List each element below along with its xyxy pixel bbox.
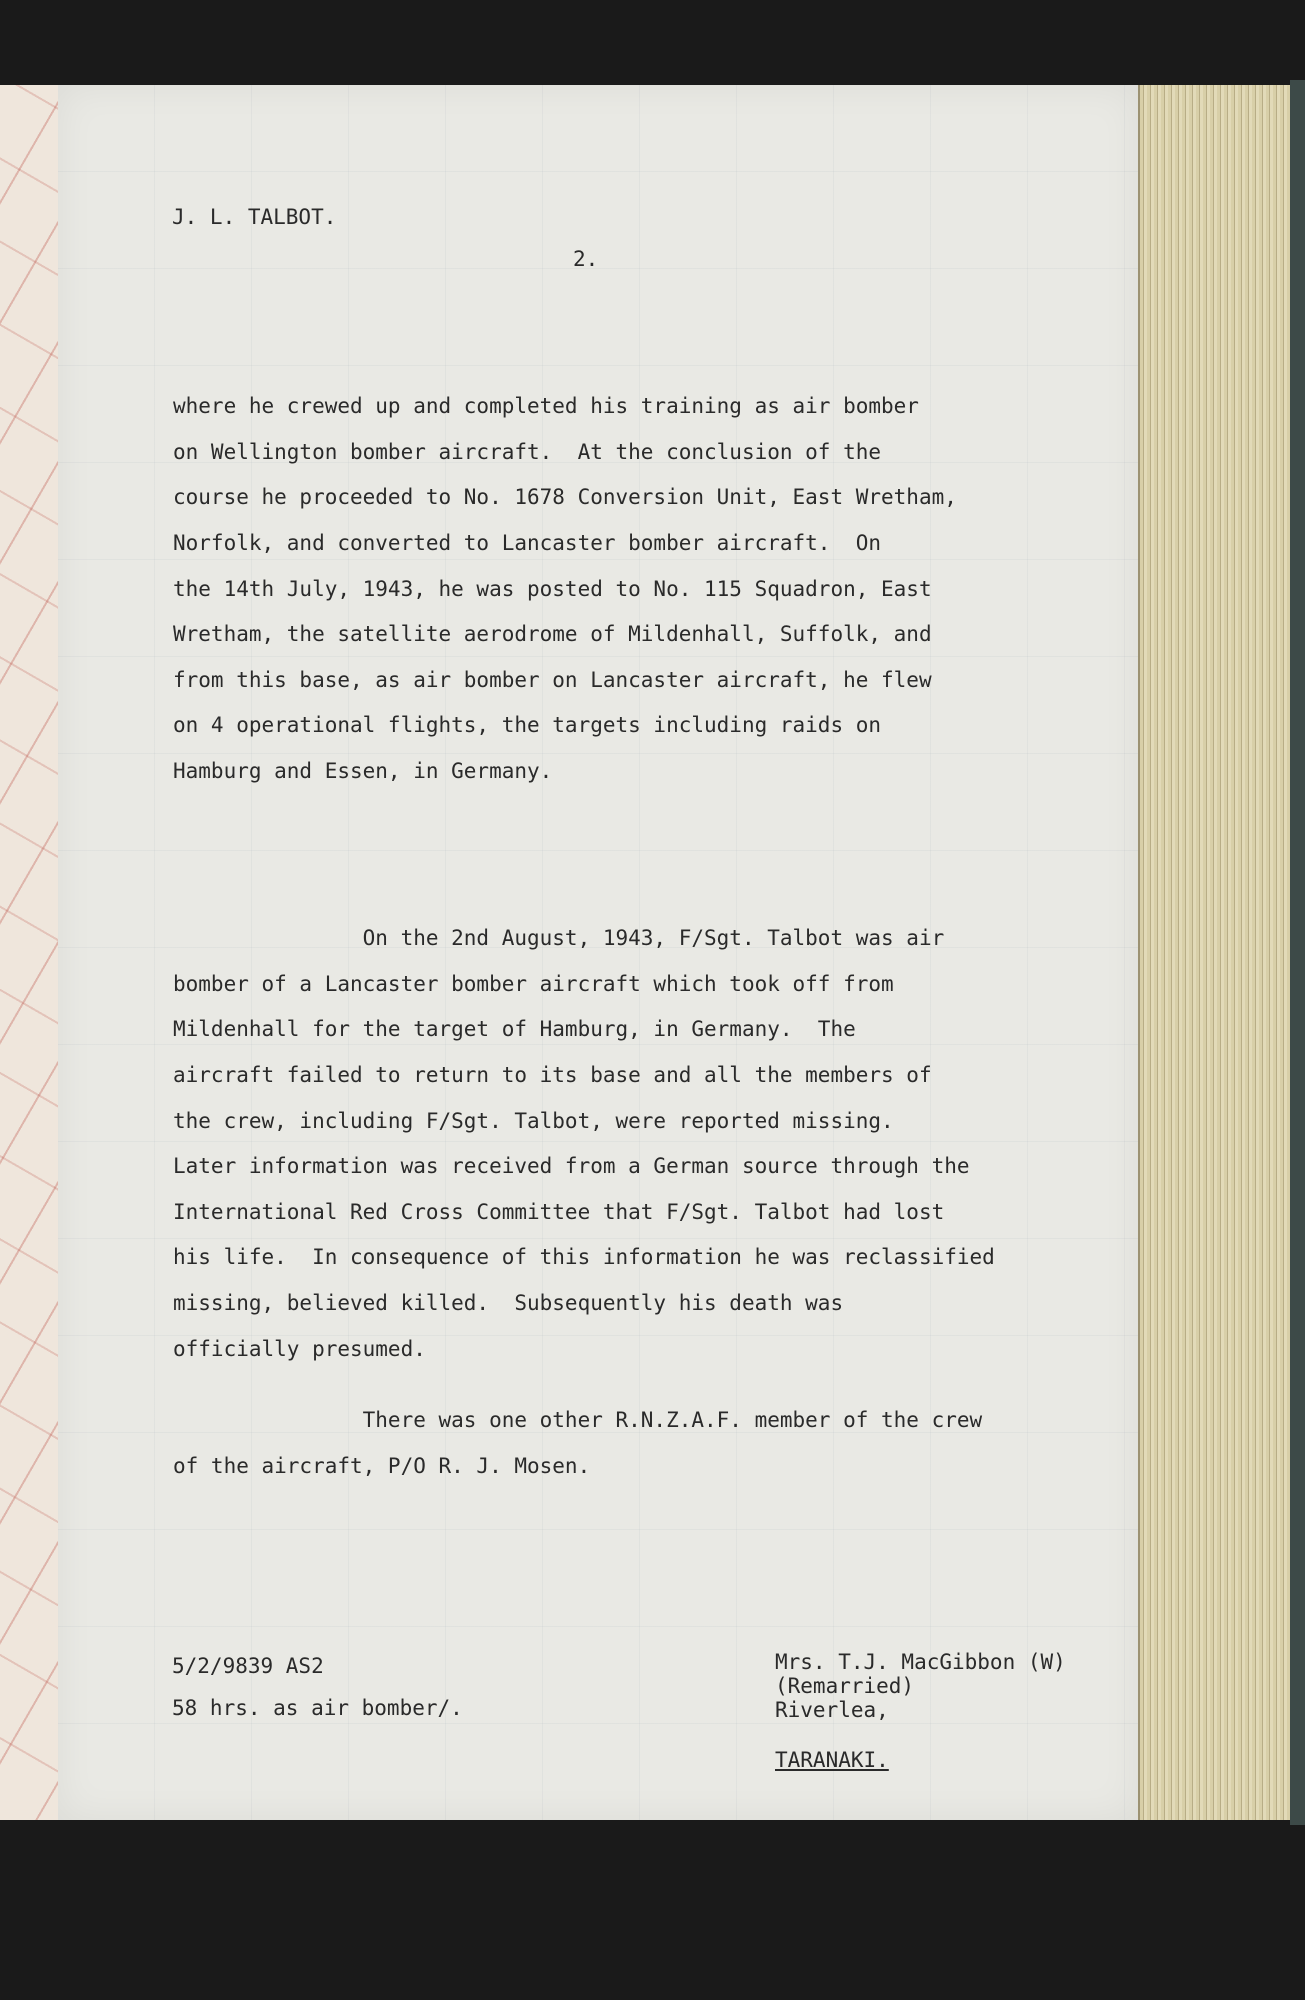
address-region: TARANAKI. bbox=[775, 1748, 889, 1772]
text-line: where he crewed up and completed his training as air bomber bbox=[173, 394, 919, 419]
text-line: missing, believed killed. Subsequently his death was bbox=[173, 1290, 844, 1315]
paragraph-training bbox=[173, 293, 957, 886]
book-cover-edge bbox=[1290, 80, 1305, 1825]
text-line: aircraft failed to return to its base and all the members of bbox=[173, 1062, 932, 1087]
next-of-kin-address bbox=[775, 1650, 1066, 1772]
text-line: Norfolk, and converted to Lancaster bomber aircraft. On bbox=[173, 530, 882, 555]
text-line: Hamburg and Essen, in Germany. bbox=[173, 758, 553, 783]
text-line: Wretham, the satellite aerodrome of Mildenhall, Suffolk, and bbox=[173, 622, 932, 647]
text-line: the crew, including F/Sgt. Talbot, were reported missing. bbox=[173, 1108, 894, 1133]
text-line: officially presumed. bbox=[173, 1336, 426, 1361]
text-line: bomber of a Lancaster bomber aircraft which took off from bbox=[173, 971, 894, 996]
text-line: Later information was received from a German source through the bbox=[173, 1154, 970, 1179]
header-name: J. L. TALBOT. bbox=[172, 205, 337, 229]
text-line: course he proceeded to No. 1678 Conversion Unit, East Wretham, bbox=[173, 485, 957, 510]
left-facing-page bbox=[0, 85, 61, 1820]
text-line: from this base, as air bomber on Lancaster aircraft, he flew bbox=[173, 667, 932, 692]
address-line: Mrs. T.J. MacGibbon (W) bbox=[775, 1650, 1066, 1674]
text-line: On the 2nd August, 1943, F/Sgt. Talbot was air bbox=[173, 926, 945, 951]
book-page-edges bbox=[1138, 85, 1292, 1820]
page-number: 2. bbox=[573, 247, 599, 271]
document-page bbox=[58, 85, 1138, 1820]
address-line: (Remarried) bbox=[775, 1674, 915, 1698]
address-line: Riverlea, bbox=[775, 1698, 889, 1722]
file-number: 5/2/9839 AS2 bbox=[172, 1654, 324, 1678]
text-line: his life. In consequence of this information he was reclassified bbox=[173, 1245, 995, 1270]
document-body bbox=[58, 85, 1138, 1820]
text-line: on Wellington bomber aircraft. At the conclusion of the bbox=[173, 439, 882, 464]
flying-hours: 58 hrs. as air bomber/. bbox=[172, 1696, 463, 1720]
text-line: on 4 operational flights, the targets including raids on bbox=[173, 713, 882, 738]
text-line: the 14th July, 1943, he was posted to No. 115 Squadron, East bbox=[173, 576, 932, 601]
text-line: There was one other R.N.Z.A.F. member of the crew bbox=[173, 1408, 983, 1433]
text-line: International Red Cross Committee that F/Sgt. Talbot had lost bbox=[173, 1199, 945, 1224]
file-reference bbox=[172, 1645, 463, 1729]
paragraph-crew bbox=[173, 1307, 982, 1581]
text-line: Mildenhall for the target of Hamburg, in Germany. The bbox=[173, 1017, 856, 1042]
text-line: of the aircraft, P/O R. J. Mosen. bbox=[173, 1453, 591, 1478]
